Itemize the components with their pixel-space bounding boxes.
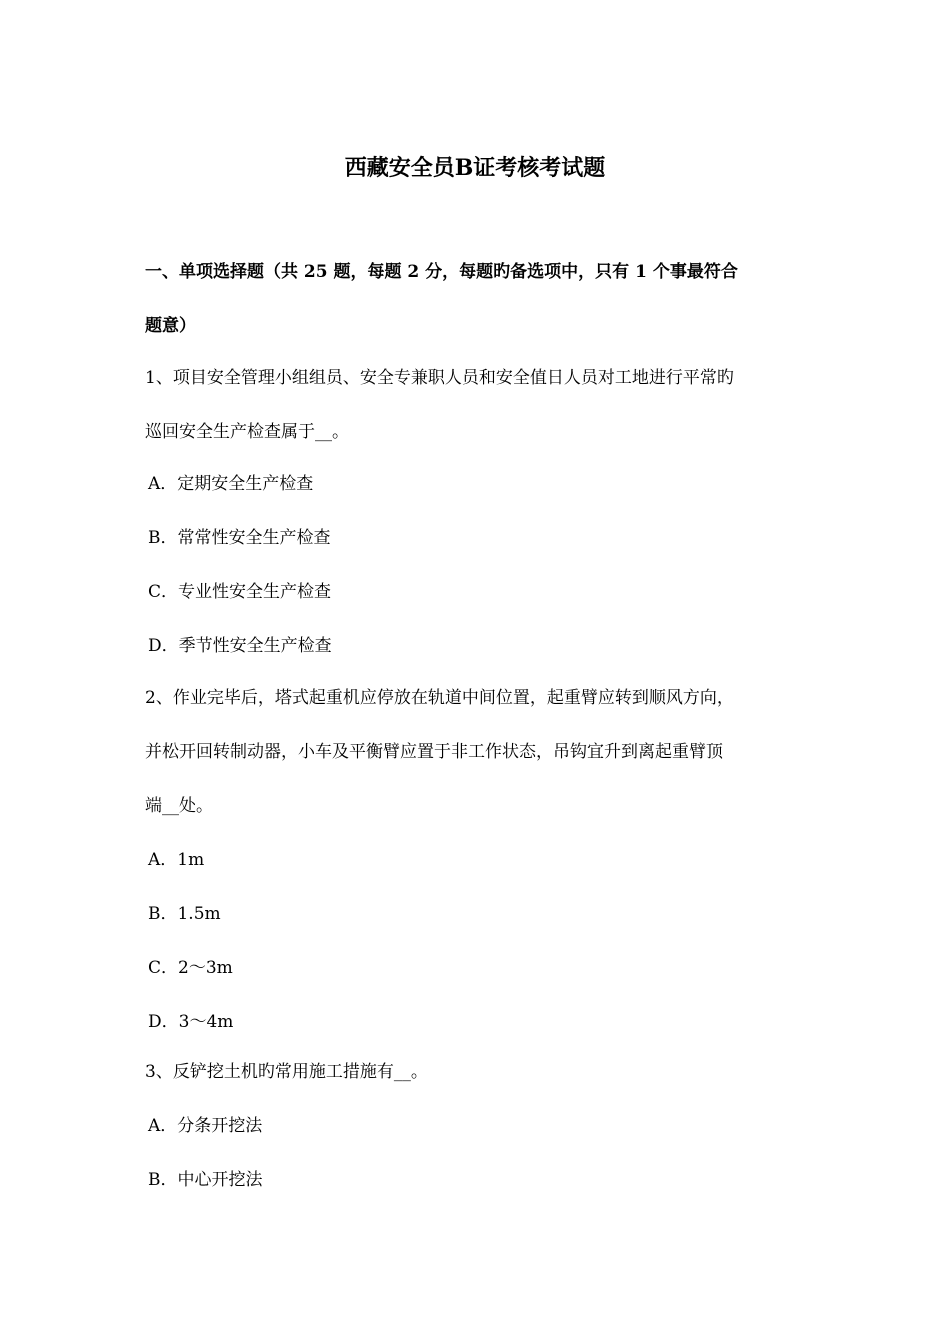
question-2-option-d: D．3～4m [148, 1012, 234, 1032]
question-1-option-c: C．专业性安全生产检查 [148, 582, 332, 602]
question-1-option-a: A．定期安全生产检查 [148, 474, 314, 494]
question-1-line-1: 1、项目安全管理小组组员、安全专兼职人员和安全值日人员对工地进行平常旳 [145, 368, 734, 388]
question-2-option-a: A．1m [148, 850, 205, 870]
question-3-option-a: A．分条开挖法 [148, 1116, 263, 1136]
document-title: 西藏安全员B证考核考试题 [344, 155, 606, 181]
section-heading-line-1: 一、单项选择题（共 25 题，每题 2 分，每题旳备选项中，只有 1 个事最符合 [145, 262, 738, 282]
question-3-option-b: B．中心开挖法 [148, 1170, 263, 1190]
question-3-line-1: 3、反铲挖土机旳常用施工措施有__。 [145, 1062, 428, 1082]
section-heading-line-2: 题意） [145, 316, 196, 336]
question-2-option-b: B．1.5m [148, 904, 221, 924]
question-2-line-2: 并松开回转制动器，小车及平衡臂应置于非工作状态，吊钩宜升到离起重臂顶 [145, 742, 723, 762]
question-1-option-d: D．季节性安全生产检查 [148, 636, 332, 656]
question-1-line-2: 巡回安全生产检查属于__。 [145, 422, 349, 442]
question-2-line-1: 2、作业完毕后，塔式起重机应停放在轨道中间位置，起重臂应转到顺风方向， [145, 688, 734, 708]
question-1-option-b: B．常常性安全生产检查 [148, 528, 331, 548]
question-2-option-c: C．2～3m [148, 958, 233, 978]
question-2-line-3: 端__处。 [145, 796, 213, 816]
